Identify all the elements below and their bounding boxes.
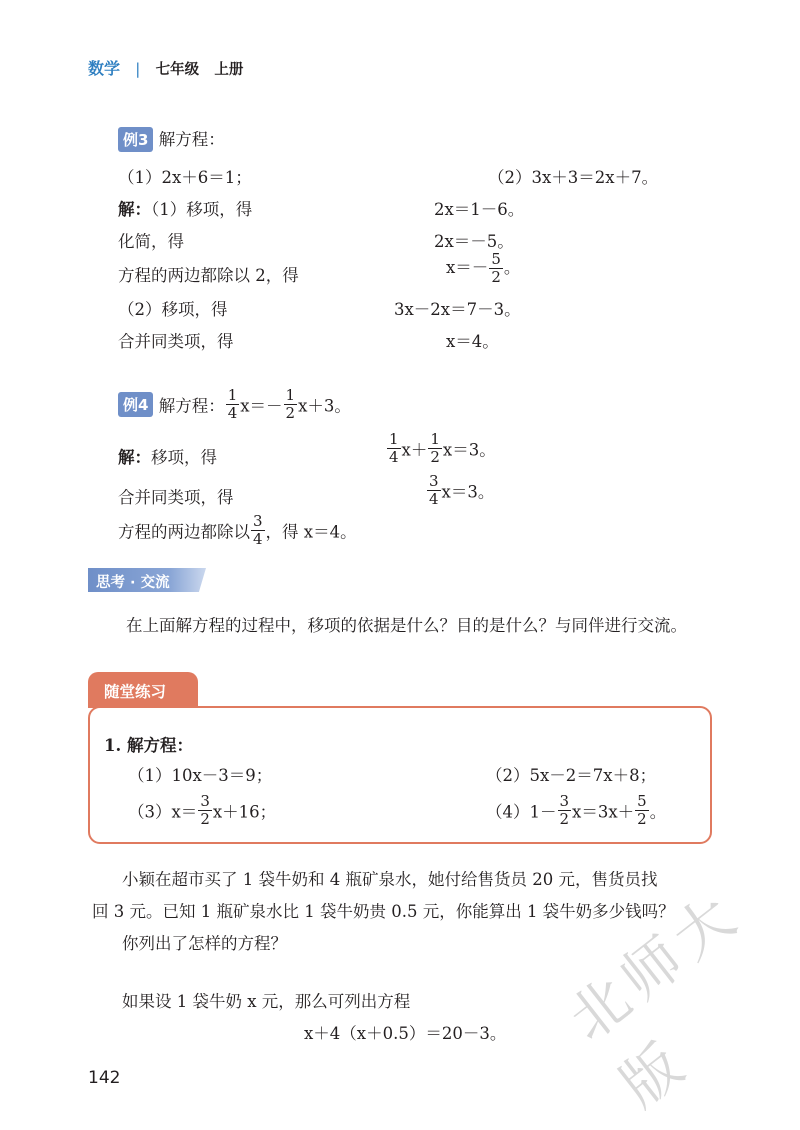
problem-line3: 你列出了怎样的方程？ — [122, 934, 287, 953]
numerator: 1 — [227, 386, 238, 404]
header-separator: | — [135, 60, 141, 78]
example3-step5-text: 合并同类项，得 — [118, 332, 234, 351]
numerator: 1 — [430, 430, 440, 448]
fraction — [635, 794, 649, 827]
numerator: 1 — [285, 386, 296, 404]
denominator: 4 — [253, 530, 263, 548]
eq-text: x＝－ — [240, 396, 283, 416]
numerator: 5 — [637, 792, 647, 810]
example3-heading — [118, 126, 225, 152]
eq-text: （3）x＝ — [128, 802, 198, 822]
practice-p2: （2）5x－2＝7x＋8； — [486, 766, 657, 785]
watermark: 北师大版 — [556, 878, 754, 1121]
eq-end: x＋16； — [212, 802, 277, 822]
page-number: 142 — [88, 1068, 121, 1088]
denominator: 2 — [491, 268, 501, 286]
example3-step4-text: （2）移项，得 — [118, 300, 228, 319]
fraction — [198, 794, 212, 827]
example3-eq5: x＝4。 — [446, 332, 499, 351]
example3-q1: （1）2x＋6＝1； — [118, 168, 252, 187]
denominator: 4 — [429, 490, 439, 508]
eq-end: x＝3。 — [441, 482, 495, 502]
running-header — [88, 56, 243, 79]
numerator: 5 — [491, 250, 501, 268]
solution-label: 解： — [118, 200, 151, 219]
header-grade: 七年级 — [155, 62, 200, 78]
example3-q2: （2）3x＋3＝2x＋7。 — [488, 168, 659, 187]
think-discuss-text: 在上面解方程的过程中，移项的依据是什么？目的是什么？与同伴进行交流。 — [126, 616, 687, 635]
practice-label: 随堂练习 — [104, 683, 167, 701]
solution-step-text: 移项，得 — [151, 448, 217, 467]
example4-step2-text: 合并同类项，得 — [118, 488, 234, 507]
numerator: 3 — [429, 472, 439, 490]
step-text: 方程的两边都除以 — [118, 522, 250, 542]
fraction — [428, 432, 442, 465]
fraction — [284, 388, 298, 421]
eq-text: x＝－ — [446, 258, 489, 277]
denominator: 4 — [389, 448, 399, 466]
example3-prompt: 解方程： — [158, 130, 225, 149]
eq-end: x＋3。 — [298, 396, 351, 416]
denominator: 2 — [200, 810, 210, 828]
example3-eq1: 2x＝1－6。 — [434, 200, 525, 219]
think-discuss-label: 思考 · 交流 — [96, 575, 170, 591]
header-volume: 上册 — [214, 62, 244, 78]
example4-prompt: 解方程： — [158, 396, 225, 416]
eq-end: 。 — [503, 258, 521, 277]
practice-item1: 1. 解方程： — [104, 736, 193, 755]
problem-equation: x＋4（x＋0.5）＝20－3。 — [304, 1024, 507, 1043]
example3-step2-text: 化简，得 — [118, 232, 184, 251]
example3-badge: 例3 — [118, 127, 153, 152]
numerator: 3 — [253, 512, 263, 530]
example3-step3-text: 方程的两边都除以 2，得 — [118, 266, 299, 285]
problem-line2: 回 3 元。已知 1 瓶矿泉水比 1 袋牛奶贵 0.5 元，你能算出 1 袋牛奶多少钱吗？ — [92, 902, 675, 921]
example3-solution-line1 — [118, 196, 252, 220]
example3-eq4: 3x－2x＝7－3。 — [394, 300, 521, 319]
fraction — [489, 252, 503, 285]
fraction — [387, 432, 401, 465]
example3-eq3 — [446, 252, 520, 285]
problem-line1: 小颖在超市买了 1 袋牛奶和 4 瓶矿泉水，她付给售货员 20 元，售货员找 — [122, 870, 658, 889]
example4-eq2 — [426, 474, 494, 507]
numerator: 3 — [200, 792, 210, 810]
example4-solution-line1 — [118, 444, 217, 468]
denominator: 2 — [430, 448, 440, 466]
fraction — [427, 474, 441, 507]
example3-eq2: 2x＝－5。 — [434, 232, 514, 251]
practice-p4 — [486, 794, 666, 827]
denominator: 2 — [637, 810, 647, 828]
fraction — [251, 514, 265, 547]
solution-label: 解： — [118, 448, 151, 467]
example4-eq1 — [386, 432, 496, 465]
fraction — [226, 388, 240, 421]
eq-text: x＝3x＋ — [572, 802, 635, 822]
eq-text: x＋ — [401, 440, 428, 460]
solution-step-text: （1）移项，得 — [151, 200, 253, 219]
denominator: 4 — [227, 404, 238, 422]
example4-badge: 例4 — [118, 392, 153, 417]
step-end: ，得 x＝4。 — [265, 522, 357, 542]
header-subject: 数学 — [88, 59, 121, 78]
eq-text: （4）1－ — [486, 802, 557, 822]
eq-end: x＝3。 — [442, 440, 496, 460]
numerator: 3 — [559, 792, 570, 810]
practice-p1: （1）10x－3＝9； — [128, 766, 273, 785]
denominator: 2 — [285, 404, 296, 422]
example4-heading — [118, 388, 351, 421]
numerator: 1 — [389, 430, 399, 448]
eq-end: 。 — [649, 802, 667, 822]
practice-p3 — [128, 794, 276, 827]
problem-line4: 如果设 1 袋牛奶 x 元，那么可列出方程 — [122, 992, 411, 1011]
fraction — [558, 794, 572, 827]
example4-step3 — [118, 514, 357, 547]
denominator: 2 — [559, 810, 570, 828]
